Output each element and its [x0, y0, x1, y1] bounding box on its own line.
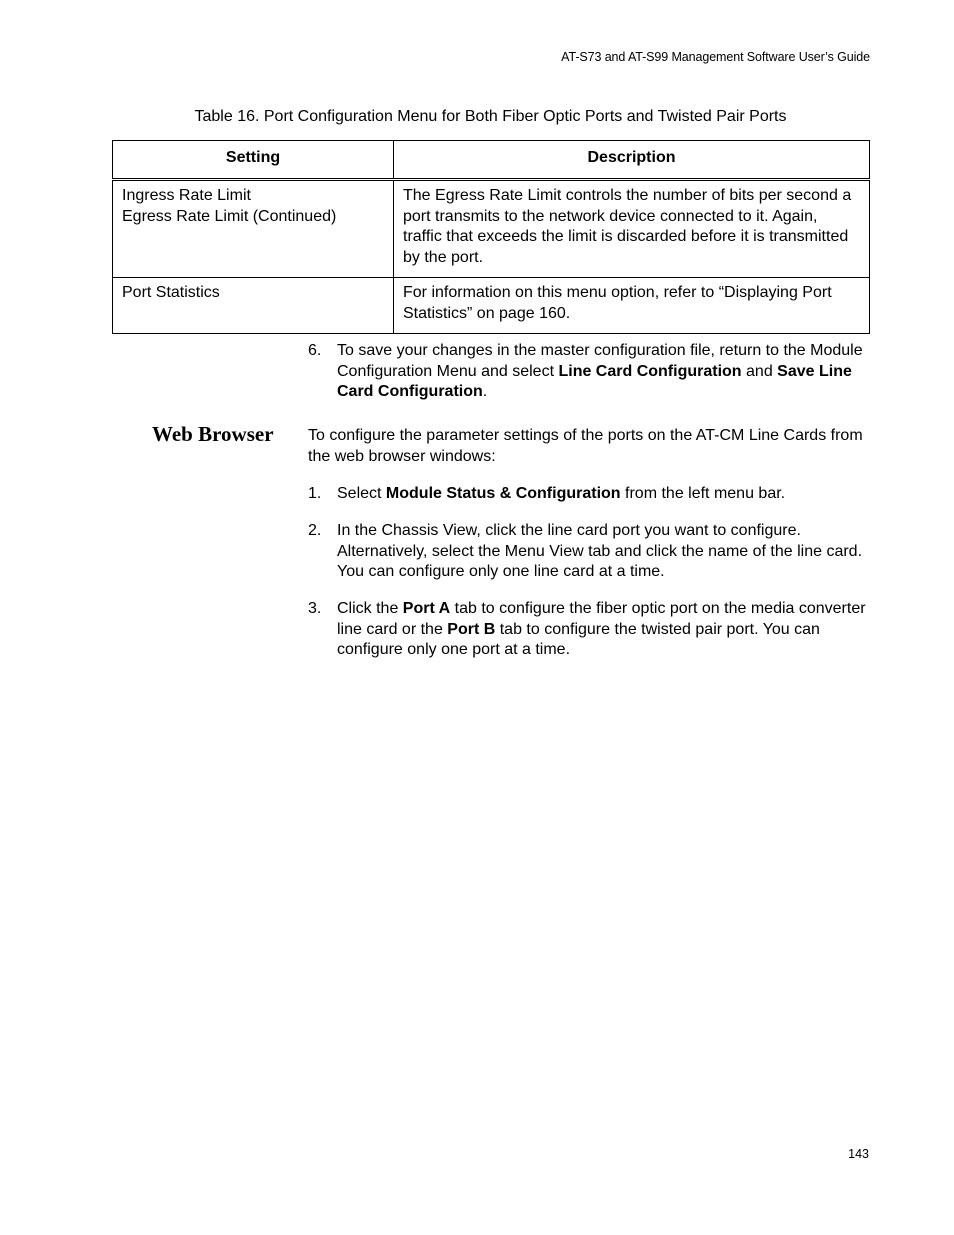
table-header-row: [113, 141, 870, 180]
table-row: [113, 278, 870, 334]
step-number: 3.: [308, 600, 322, 617]
port-config-table: [112, 140, 870, 334]
step-6: [308, 341, 873, 403]
table-row: [113, 180, 870, 278]
step-text: Click the Port A tab to configure the fiber optic port on the media converter line card or the Port B tab to configure the twisted pair port. You can configure only one port at a time.: [337, 600, 866, 658]
step-3: [308, 599, 873, 661]
column-header-setting: Setting: [113, 141, 394, 180]
step-2: [308, 521, 873, 583]
table-caption: Table 16. Port Configuration Menu for Both Fiber Optic Ports and Twisted Pair Ports: [194, 108, 787, 125]
step-number: 6.: [308, 342, 322, 359]
section-intro: To configure the parameter settings of the ports on the AT-CM Line Cards from the web browser windows:: [308, 427, 863, 465]
setting-cell: [113, 180, 394, 278]
column-header-description: Description: [394, 141, 870, 180]
setting-name: Ingress Rate Limit: [122, 187, 251, 204]
step-text: In the Chassis View, click the line card port you want to configure. Alternatively, select the Menu View tab and click the name of the line card. You can configure only one line card at a time.: [337, 522, 863, 580]
step-number: 2.: [308, 522, 322, 539]
setting-name: Egress Rate Limit (Continued): [122, 207, 337, 225]
setting-cell: [113, 278, 394, 334]
step-text: To save your changes in the master configuration file, return to the Module Configuration Menu and select Line Card Configuration and Save Line Card Configuration.: [337, 342, 863, 400]
section-heading-web-browser: Web Browser: [152, 422, 274, 446]
step-number: 1.: [308, 485, 322, 502]
running-header: AT-S73 and AT-S99 Management Software User’s Guide: [561, 50, 870, 64]
setting-name: Port Statistics: [122, 284, 220, 301]
step-1: [308, 484, 873, 505]
description-cell: For information on this menu option, refer to “Displaying Port Statistics” on page 160.: [394, 278, 870, 334]
description-cell: The Egress Rate Limit controls the number of bits per second a port transmits to the network device connected to it. Again, traffic that exceeds the limit is discarded before it is transmitted by the port.: [394, 180, 870, 278]
page-number: 143: [848, 1147, 869, 1161]
step-text: Select Module Status & Configuration from the left menu bar.: [337, 485, 786, 502]
